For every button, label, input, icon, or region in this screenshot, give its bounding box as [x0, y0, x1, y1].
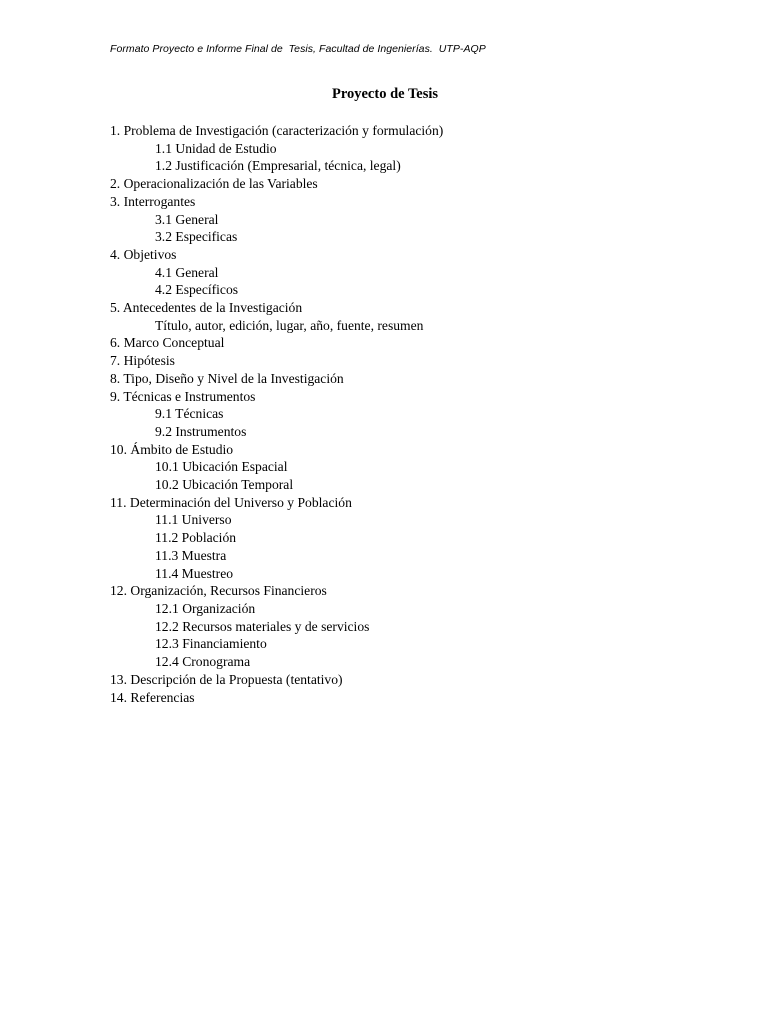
toc-item: 2. Operacionalización de las Variables [110, 176, 318, 192]
toc-item: 1. Problema de Investigación (caracterización y formulación) [110, 123, 444, 138]
toc-subitem: 12.3 Financiamiento [155, 636, 267, 652]
toc-item: 4. Objetivos [110, 246, 177, 262]
toc-item: 14. Referencias [110, 689, 195, 705]
toc-item: 6. Marco Conceptual [110, 335, 225, 351]
toc-subitem: Título, autor, edición, lugar, año, fuente, resumen [155, 317, 424, 333]
table-of-contents [110, 122, 443, 706]
toc-item: 13. Descripción de la Propuesta (tentativo) [110, 671, 343, 687]
toc-subitem: 1.1 Unidad de Estudio [155, 140, 277, 156]
toc-subitem: 12.4 Cronograma [155, 654, 251, 670]
toc-item: 12. Organización, Recursos Financieros [110, 583, 327, 599]
toc-subitem: 4.2 Específicos [155, 282, 239, 298]
toc-subitem: 3.1 General [155, 211, 219, 227]
toc-subitem: 12.2 Recursos materiales y de servicios [155, 618, 370, 634]
toc-subitem: 3.2 Especificas [155, 229, 238, 245]
toc-item: 11. Determinación del Universo y Población [110, 494, 352, 510]
toc-subitem: 11.3 Muestra [155, 547, 227, 563]
toc-subitem: 1.2 Justificación (Empresarial, técnica, legal) [155, 158, 401, 174]
toc-item: 8. Tipo, Diseño y Nivel de la Investigación [110, 370, 344, 386]
toc-item: 7. Hipótesis [110, 353, 175, 369]
toc-subitem: 11.1 Universo [155, 512, 232, 528]
toc-item: 3. Interrogantes [110, 193, 196, 209]
toc-item: 9. Técnicas e Instrumentos [110, 388, 256, 404]
toc-subitem: 11.4 Muestreo [155, 565, 234, 581]
toc-subitem: 10.1 Ubicación Espacial [155, 459, 288, 475]
toc-subitem: 4.1 General [155, 264, 219, 280]
toc-subitem: 10.2 Ubicación Temporal [155, 477, 294, 493]
toc-item: 5. Antecedentes de la Investigación [110, 300, 303, 316]
toc-subitem: 12.1 Organización [155, 600, 256, 616]
toc-subitem: 11.2 Población [155, 530, 237, 546]
toc-subitem: 9.2 Instrumentos [155, 423, 247, 439]
toc-item: 10. Ámbito de Estudio [110, 441, 234, 457]
page-header: Formato Proyecto e Informe Final de Tesis, Facultad de Ingenierías. UTP-AQP [110, 43, 486, 55]
document-title: Proyecto de Tesis [331, 86, 439, 102]
toc-subitem: 9.1 Técnicas [155, 406, 224, 422]
